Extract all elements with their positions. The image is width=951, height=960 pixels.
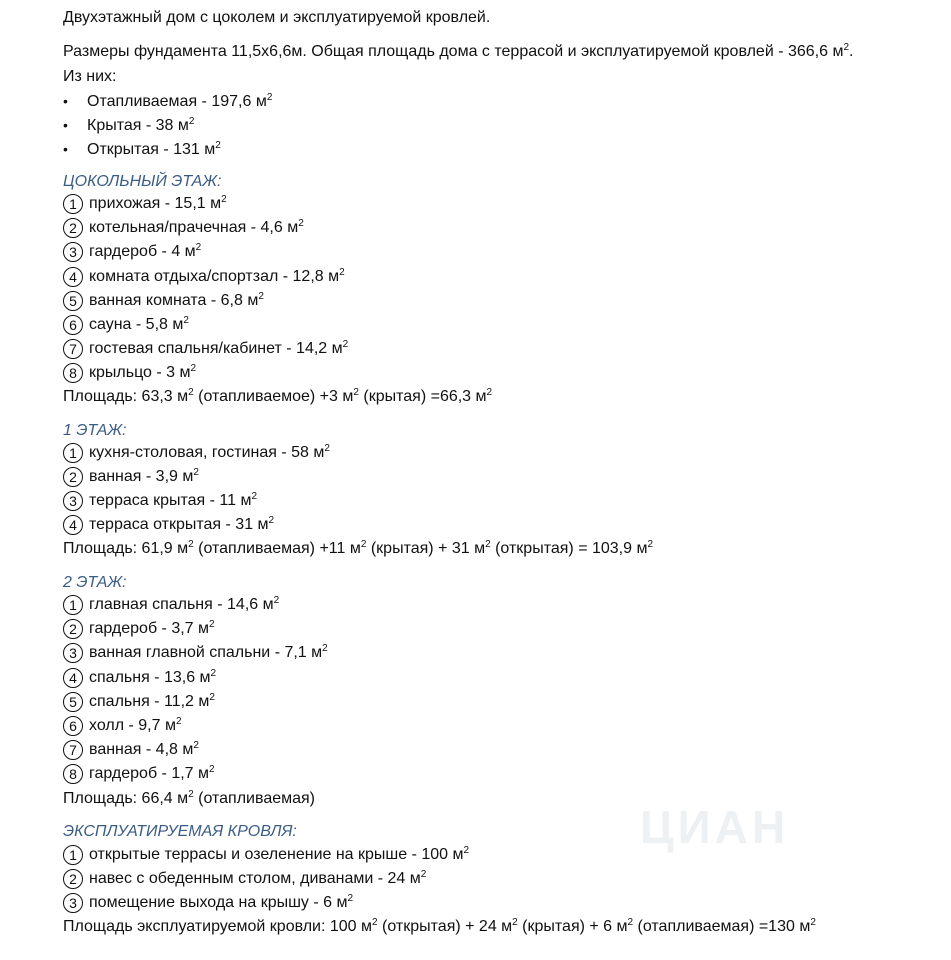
circled-number: 2 bbox=[63, 467, 83, 487]
bullet-item: • Отапливаемая - 197,6 $м^2$ bbox=[63, 92, 273, 110]
circled-number: 5 bbox=[63, 291, 83, 311]
circled-number: 1 bbox=[63, 595, 83, 615]
circled-number: 3 bbox=[63, 491, 83, 511]
circled-number: 6 bbox=[63, 716, 83, 736]
list-item: 1 открытые террасы и озеленение на крыше - 100 $м^2$ bbox=[63, 845, 469, 865]
list-item: 8 гардероб - 1,7 $м^2$ bbox=[63, 764, 215, 784]
circled-number: 8 bbox=[63, 363, 83, 383]
circled-number: 5 bbox=[63, 692, 83, 712]
area-summary-floor2: Площадь: 66,4 $м^2$ (отапливаемая) bbox=[63, 789, 315, 807]
list-item: 4 терраса открытая - 31 $м^2$ bbox=[63, 515, 274, 535]
circled-number: 4 bbox=[63, 515, 83, 535]
list-item: 4 спальня - 13,6 $м^2$ bbox=[63, 668, 216, 688]
list-item: 1 главная спальня - 14,6 $м^2$ bbox=[63, 595, 279, 615]
intro-text: Двухэтажный дом с цоколем и эксплуатируемой кровлей. bbox=[63, 9, 491, 26]
bullet-icon: • bbox=[63, 141, 68, 157]
list-item: 5 ванная комната - 6,8 $м^2$ bbox=[63, 291, 264, 311]
list-item: 3 ванная главной спальни - 7,1 $м^2$ bbox=[63, 643, 328, 663]
of-them-label: Из них: bbox=[63, 68, 117, 85]
circled-number: 3 bbox=[63, 242, 83, 262]
section-heading-floor1: 1 ЭТАЖ: bbox=[63, 422, 127, 439]
bullet-icon: • bbox=[63, 93, 68, 109]
section-heading-roof: ЭКСПЛУАТИРУЕМАЯ КРОВЛЯ: bbox=[63, 823, 297, 840]
list-item: 3 помещение выхода на крышу - 6 $м^2$ bbox=[63, 893, 353, 913]
circled-number: 6 bbox=[63, 315, 83, 335]
list-item: 3 терраса крытая - 11 $м^2$ bbox=[63, 491, 257, 511]
list-item: 2 гардероб - 3,7 $м^2$ bbox=[63, 619, 215, 639]
circled-number: 2 bbox=[63, 619, 83, 639]
circled-number: 7 bbox=[63, 740, 83, 760]
circled-number: 3 bbox=[63, 893, 83, 913]
list-item: 7 ванная - 4,8 $м^2$ bbox=[63, 740, 199, 760]
list-item: 3 гардероб - 4 $м^2$ bbox=[63, 242, 201, 262]
bullet-item: • Крытая - 38 $м^2$ bbox=[63, 116, 195, 134]
area-summary-floor1: Площадь: 61,9 $м^2$ (отапливаемая) +11 $м^2$ (крытая) + 31 $м^2$ (открытая) = 103,9 $м^2$ bbox=[63, 539, 654, 557]
section-heading-floor2: 2 ЭТАЖ: bbox=[63, 574, 127, 591]
area-summary-roof: Площадь эксплуатируемой кровли: 100 $м^2$ (открытая) + 24 $м^2$ (крытая) + 6 $м^2$ (отапливаемая) =130 $м^2$ bbox=[63, 917, 816, 935]
list-item: 8 крыльцо - 3 $м^2$ bbox=[63, 363, 196, 383]
circled-number: 8 bbox=[63, 764, 83, 784]
list-item: 2 навес с обеденным столом, диванами - 24 $м^2$ bbox=[63, 869, 426, 889]
circled-number: 4 bbox=[63, 267, 83, 287]
list-item: 6 сауна - 5,8 $м^2$ bbox=[63, 315, 189, 335]
list-item: 1 прихожая - 15,1 $м^2$ bbox=[63, 194, 227, 214]
watermark-logo: ЦИАН bbox=[640, 801, 790, 853]
list-item: 5 спальня - 11,2 $м^2$ bbox=[63, 692, 215, 712]
list-item: 2 котельная/прачечная - 4,6 $м^2$ bbox=[63, 218, 304, 238]
area-summary-basement: Площадь: 63,3 $м^2$ (отапливаемое) +3 $м^2$ (крытая) =66,3 $м^2$ bbox=[63, 387, 493, 405]
circled-number: 2 bbox=[63, 218, 83, 238]
foundation-text: Размеры фундамента 11,5х6,6м. Общая площадь дома с террасой и эксплуатируемой кровлей - 366,6 $м^2$. bbox=[63, 42, 854, 60]
list-item: 6 холл - 9,7 $м^2$ bbox=[63, 716, 182, 736]
circled-number: 1 bbox=[63, 845, 83, 865]
bullet-item: • Открытая - 131 $м^2$ bbox=[63, 140, 221, 158]
circled-number: 3 bbox=[63, 643, 83, 663]
circled-number: 1 bbox=[63, 443, 83, 463]
bullet-icon: • bbox=[63, 117, 68, 133]
circled-number: 4 bbox=[63, 668, 83, 688]
list-item: 4 комната отдыха/спортзал - 12,8 $м^2$ bbox=[63, 267, 345, 287]
circled-number: 1 bbox=[63, 194, 83, 214]
list-item: 1 кухня-столовая, гостиная - 58 $м^2$ bbox=[63, 443, 330, 463]
list-item: 7 гостевая спальня/кабинет - 14,2 $м^2$ bbox=[63, 339, 348, 359]
list-item: 2 ванная - 3,9 $м^2$ bbox=[63, 467, 199, 487]
circled-number: 2 bbox=[63, 869, 83, 889]
section-heading-basement: ЦОКОЛЬНЫЙ ЭТАЖ: bbox=[63, 173, 222, 190]
circled-number: 7 bbox=[63, 339, 83, 359]
